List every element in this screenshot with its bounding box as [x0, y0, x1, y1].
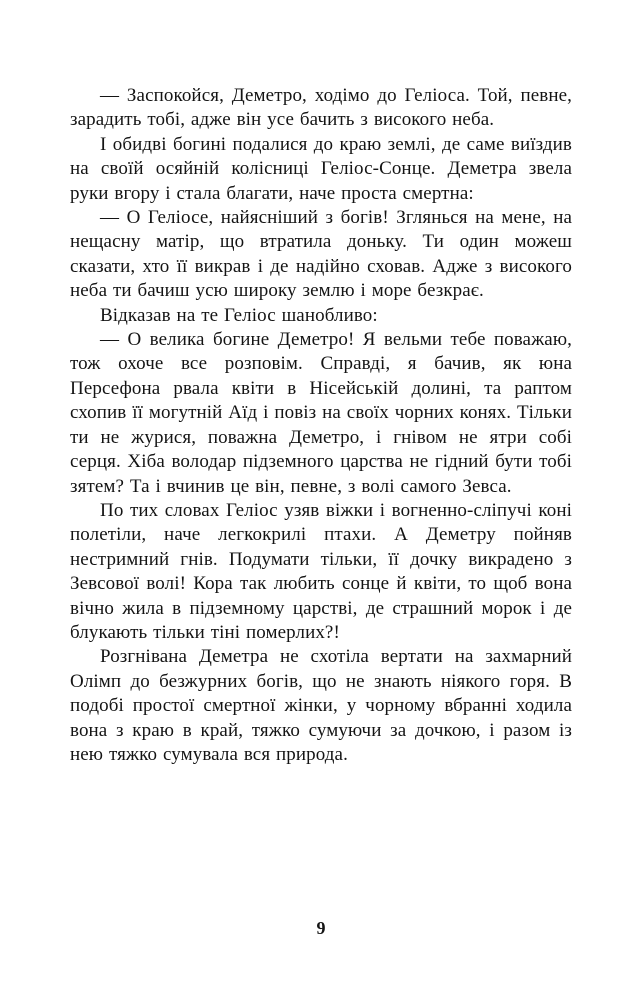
- page-number: 9: [316, 918, 326, 938]
- page-footer: [70, 918, 572, 939]
- paragraph: По тих словах Геліос узяв віжки і вогненно-сліпучі коні полетіли, наче легкокрилі птахи. А Деметру пойняв нестримний гнів. Подумати тільки, її дочку викрадено з Зевсової волі! Кора так любить сонце й квіти, то щоб вона вічно жила в підземному царстві, де страшний морок і де блукають тільки тіні померлих?!: [70, 499, 572, 643]
- paragraph: І обидві богині подалися до краю землі, де саме виїздив на своїй осяйній колісниці Геліос-Сонце. Деметра звела руки вгору і стала благати, наче проста смертна:: [70, 133, 572, 204]
- paragraph: Відказав на те Геліос шанобливо:: [100, 304, 378, 326]
- page-text-block: [70, 84, 572, 767]
- paragraph: — О Геліосе, найясніший з богів! Зглянься на мене, на нещасну матір, що втратила доньку. Ти один можеш сказати, хто її викрав і де надійно сховав. Адже з високого неба ти бачиш усю широку землю і море безкрає.: [70, 207, 572, 302]
- paragraph: Розгнівана Деметра не схотіла вертати на захмарний Олімп до безжурних богів, що не знають ніякого горя. В подобі простої смертної жінки, у чорному вбранні ходила вона з краю в край, тяжко сумуючи за дочкою, і разом із нею тяжко сумувала вся природа.: [70, 646, 572, 765]
- paragraph: — О велика богине Деметро! Я вельми тебе поважаю, тож охоче все розповім. Справді, я бачив, як юна Персефона рвала квіти в Нісейській долині, та раптом схопив її могутній Аїд і повіз на своїх чорних конях. Тільки ти не журися, поважна Деметро, і гнівом не ятри собі серця. Хіба володар підземного царства не гідний бути тобі зятем? Та і вчинив це він, певне, з волі самого Зевса.: [70, 329, 572, 497]
- paragraph: — Заспокойся, Деметро, ходімо до Геліоса. Той, певне, зарадить тобі, адже він усе бачить з високого неба.: [70, 85, 572, 131]
